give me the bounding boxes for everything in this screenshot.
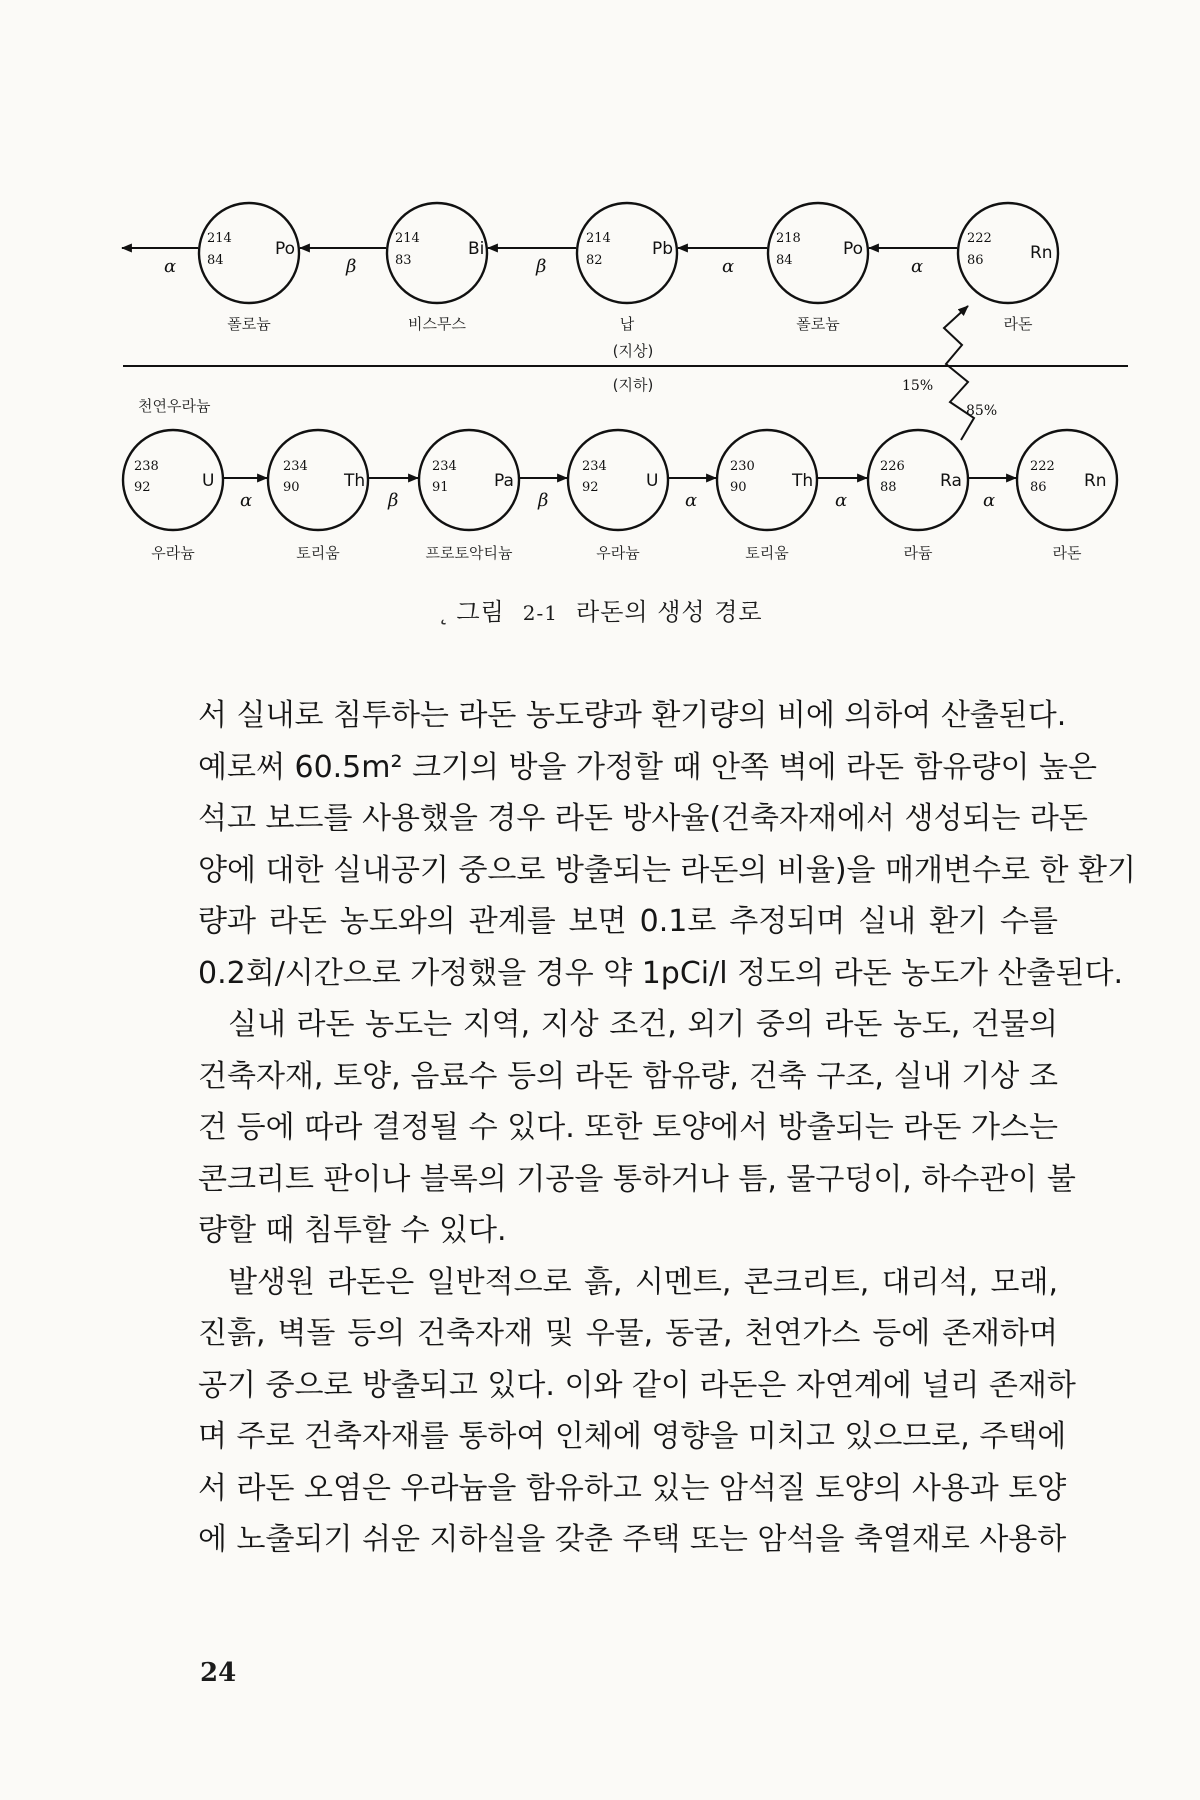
- nuclide-name: 라돈: [1052, 544, 1082, 562]
- svg-text:α: α: [685, 490, 698, 511]
- svg-text:β: β: [346, 256, 357, 277]
- svg-text:86: 86: [967, 253, 984, 268]
- pct-above-label: 15%: [902, 378, 934, 394]
- top-nuclide-po214: [199, 203, 299, 333]
- body-line: 0.2회/시간으로 가정했을 경우 약 1pCi/l 정도의 라돈 농도가 산출된다.: [198, 955, 1124, 991]
- top-nuclide-po218: [768, 203, 868, 333]
- top-arrows: [122, 248, 957, 277]
- body-line: 진흙, 벽돌 등의 건축자재 및 우물, 동굴, 천연가스 등에 존재하며: [198, 1316, 1058, 1351]
- svg-text:90: 90: [730, 480, 747, 495]
- svg-text:α: α: [835, 490, 848, 511]
- svg-text:238: 238: [134, 459, 159, 474]
- nuclide-name: 라돈: [1003, 315, 1033, 333]
- svg-text:214: 214: [207, 231, 232, 246]
- caption-number: 2-1: [522, 601, 559, 625]
- svg-text:β: β: [536, 256, 547, 277]
- caption-prefix: 그림: [456, 598, 505, 626]
- body-line: 공기 중으로 방출되고 있다. 이와 같이 라돈은 자연계에 널리 존재하: [198, 1367, 1076, 1403]
- svg-text:90: 90: [283, 480, 300, 495]
- nuclide-name: 토리움: [745, 544, 789, 562]
- svg-text:91: 91: [432, 480, 449, 495]
- svg-text:222: 222: [967, 231, 992, 246]
- ground-above-label: (지상): [612, 342, 654, 360]
- svg-text:Po: Po: [275, 239, 296, 259]
- svg-text:82: 82: [586, 253, 603, 268]
- top-nuclide-pb214: [577, 203, 677, 333]
- svg-text:Bi: Bi: [468, 239, 485, 259]
- body-line: 량과 라돈 농도와의 관계를 보면 0.1로 추정되며 실내 환기 수를: [198, 904, 1058, 939]
- body-line: 석고 보드를 사용했을 경우 라돈 방사율(건축자재에서 생성되는 라돈: [198, 801, 1088, 836]
- svg-text:83: 83: [395, 253, 412, 268]
- radon-emanation-path: [902, 306, 997, 440]
- caption-mark: ˛: [437, 598, 451, 626]
- nuclide-name: 토리움: [296, 544, 340, 562]
- svg-text:214: 214: [586, 231, 611, 246]
- svg-text:92: 92: [582, 480, 599, 495]
- bottom-nuclide-pa234: [419, 430, 519, 562]
- svg-text:218: 218: [776, 231, 801, 246]
- body-line: 예로써 60.5m² 크기의 방을 가정할 때 안쪽 벽에 라돈 함유량이 높은: [198, 749, 1097, 785]
- svg-text:β: β: [538, 490, 549, 511]
- body-line: 에 노출되기 쉬운 지하실을 갖춘 주택 또는 암석을 축열재로 사용하: [198, 1522, 1067, 1557]
- top-nuclide-rn222: [958, 203, 1058, 333]
- body-line: 서 라돈 오염은 우라늄을 함유하고 있는 암석질 토양의 사용과 토양: [198, 1470, 1067, 1506]
- bottom-nuclide-rn222: [1017, 430, 1117, 562]
- svg-text:α: α: [911, 256, 924, 277]
- body-line: 건축자재, 토양, 음료수 등의 라돈 함유량, 건축 구조, 실내 기상 조: [198, 1058, 1058, 1094]
- body-line: 건 등에 따라 결정될 수 있다. 또한 토양에서 방출되는 라돈 가스는: [198, 1110, 1058, 1145]
- top-nuclide-bi214: [387, 203, 487, 333]
- svg-text:β: β: [388, 490, 399, 511]
- svg-text:Th: Th: [344, 471, 366, 491]
- pct-below-label: 85%: [966, 403, 998, 419]
- body-line: 콘크리트 판이나 블록의 기공을 통하거나 틈, 물구덩이, 하수관이 불: [198, 1161, 1076, 1197]
- caption-title: 라돈의 생성 경로: [576, 598, 763, 626]
- svg-text:214: 214: [395, 231, 420, 246]
- nuclide-name: 프로토악티늄: [425, 544, 513, 562]
- body-line: 며 주로 건축자재를 통하여 인체에 영향을 미치고 있으므로, 주택에: [198, 1419, 1067, 1454]
- svg-text:Rn: Rn: [1030, 243, 1053, 263]
- nuclide-name: 우라늄: [596, 544, 640, 562]
- page-number: 24: [200, 1658, 237, 1688]
- nuclide-name: 라듐: [903, 544, 933, 562]
- svg-text:α: α: [164, 256, 177, 277]
- bottom-nuclide-th234: [268, 430, 368, 562]
- svg-text:α: α: [722, 256, 735, 277]
- bottom-nuclide-u234: [568, 430, 668, 562]
- body-line: 실내 라돈 농도는 지역, 지상 조건, 외기 중의 라돈 농도, 건물의: [228, 1007, 1058, 1042]
- svg-text:Rn: Rn: [1084, 471, 1107, 491]
- svg-text:α: α: [983, 490, 996, 511]
- nuclide-name: 우라늄: [151, 544, 195, 562]
- nuclide-name: 비스무스: [408, 315, 466, 333]
- nuclide-name: 납: [619, 315, 635, 333]
- svg-text:230: 230: [730, 459, 755, 474]
- svg-text:U: U: [202, 471, 215, 491]
- svg-text:234: 234: [283, 459, 308, 474]
- bottom-nuclide-ra226: [868, 430, 968, 562]
- svg-text:226: 226: [880, 459, 905, 474]
- bottom-arrows: [223, 478, 1016, 511]
- nuclide-name: 폴로늄: [796, 315, 840, 333]
- svg-text:92: 92: [134, 480, 151, 495]
- svg-text:Po: Po: [843, 239, 864, 259]
- figure-caption: [0, 592, 1200, 627]
- svg-text:Pb: Pb: [652, 239, 674, 259]
- svg-text:84: 84: [776, 253, 793, 268]
- svg-text:Th: Th: [792, 471, 814, 491]
- svg-text:Ra: Ra: [940, 471, 962, 491]
- svg-text:222: 222: [1030, 459, 1055, 474]
- nuclide-name: 폴로늄: [227, 315, 271, 333]
- bottom-nuclide-th230: [717, 430, 817, 562]
- svg-text:234: 234: [582, 459, 607, 474]
- svg-text:88: 88: [880, 480, 897, 495]
- body-line: 서 실내로 침투하는 라돈 농도량과 환기량의 비에 의하여 산출된다.: [198, 698, 1067, 733]
- radon-decay-diagram: [0, 0, 1200, 600]
- body-line: 발생원 라돈은 일반적으로 흙, 시멘트, 콘크리트, 대리석, 모래,: [228, 1264, 1058, 1300]
- bottom-nuclide-u238: [123, 430, 223, 562]
- body-line: 량할 때 침투할 수 있다.: [198, 1213, 507, 1248]
- svg-text:84: 84: [207, 253, 224, 268]
- svg-text:86: 86: [1030, 480, 1047, 495]
- svg-text:α: α: [240, 490, 253, 511]
- natural-uranium-label: 천연우라늄: [138, 397, 211, 415]
- ground-below-label: (지하): [612, 376, 654, 394]
- body-line: 양에 대한 실내공기 중으로 방출되는 라돈의 비율)을 매개변수로 한 환기: [198, 852, 1136, 888]
- svg-text:Pa: Pa: [494, 471, 514, 491]
- svg-text:U: U: [646, 471, 659, 491]
- svg-text:234: 234: [432, 459, 457, 474]
- body-text: [198, 690, 1136, 1566]
